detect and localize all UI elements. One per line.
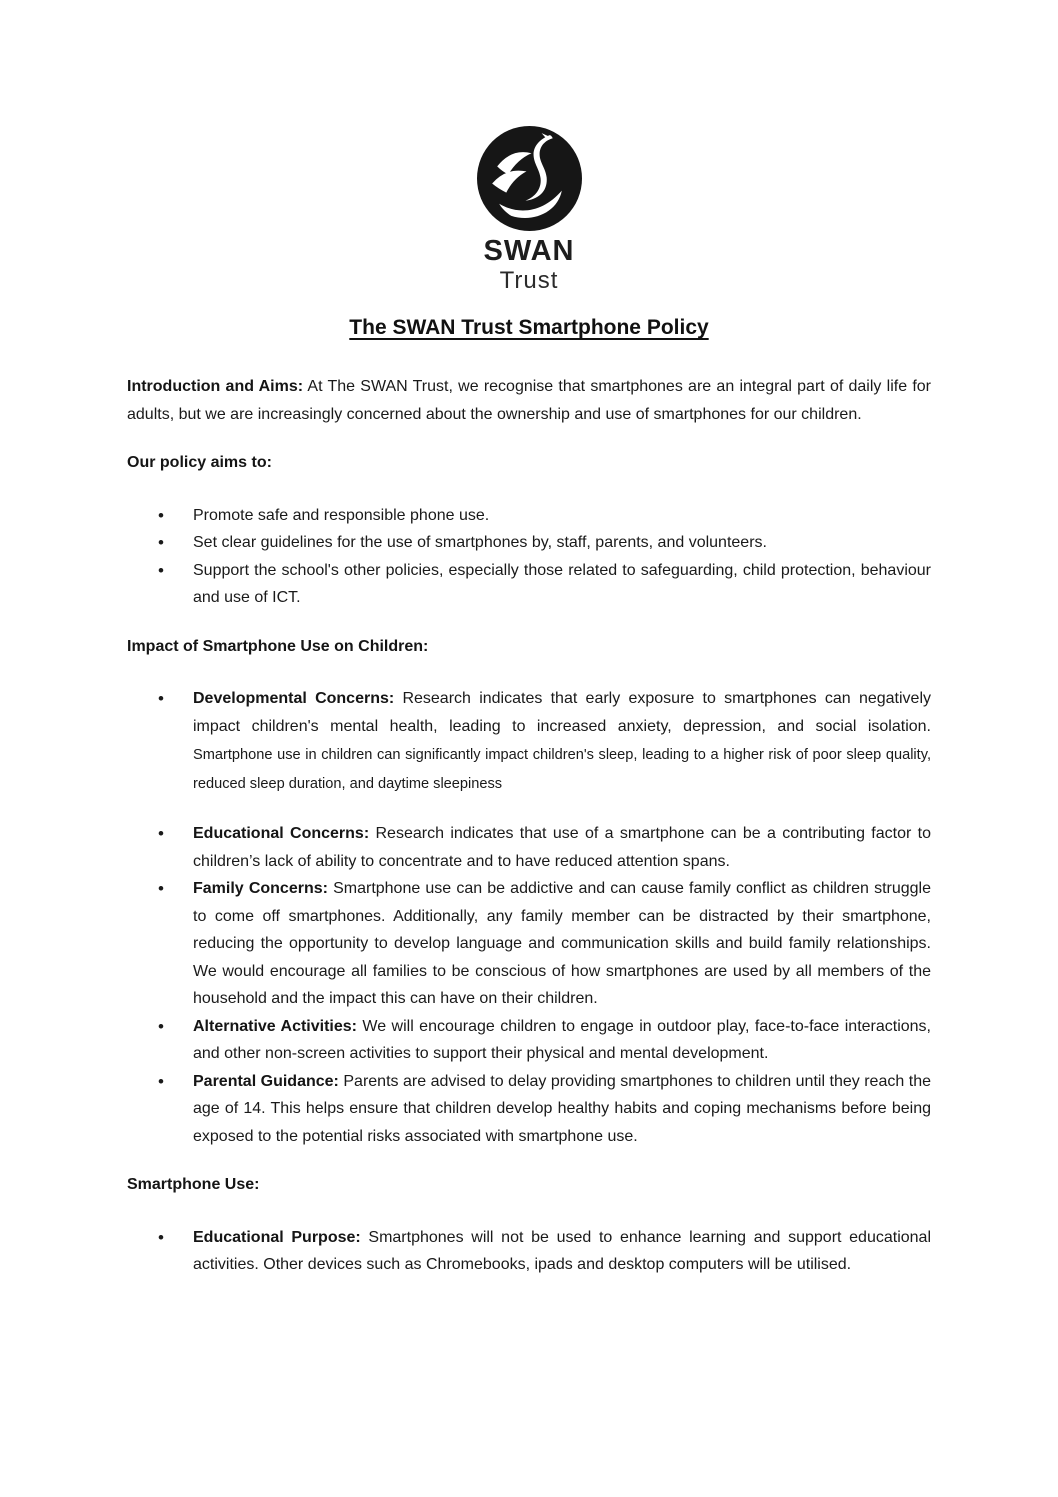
list-item <box>127 557 931 612</box>
bullet-text: Research indicates that early exposure to smartphones can negatively impact children's mental health, leading to increased anxiety, depression, and social isolation. <box>193 690 932 735</box>
list-item <box>127 529 931 557</box>
intro-text: At The SWAN Trust, we recognise that smartphones are an integral part of daily life for adults, but we are increasingly concerned about the ownership and use of smartphones for our children. <box>127 378 931 423</box>
bullet-text: We will encourage children to engage in outdoor play, face-to-face interactions, and other non-screen activities to support their physical and mental development. <box>193 1017 932 1062</box>
list-item <box>127 685 931 798</box>
impact-list <box>127 685 931 1150</box>
bullet-text: Support the school's other policies, especially those related to safeguarding, child protection, behaviour and use of ICT. <box>193 561 931 606</box>
swan-trust-logo <box>127 0 931 293</box>
impact-heading: Impact of Smartphone Use on Children: <box>127 637 429 655</box>
policy-aims-heading: Our policy aims to: <box>127 454 272 471</box>
bullet-text: Parents are advised to delay providing smartphones to children until they reach the age of 14. This helps ensure that children develop healthy habits and coping mechanisms before being exposed to the potential risks associated with smartphone use. <box>193 1072 931 1145</box>
list-item <box>127 875 931 1013</box>
intro-paragraph <box>127 373 931 428</box>
swan-logo-icon <box>477 126 582 231</box>
logo-wordmark: SWAN <box>483 235 575 267</box>
smartphone-use-heading: Smartphone Use: <box>127 1176 260 1193</box>
bullet-lead: Educational Concerns: <box>193 825 370 842</box>
list-item <box>127 1068 931 1151</box>
logo-subtitle: Trust <box>499 267 559 294</box>
smartphone-use-list <box>127 1224 931 1279</box>
bullet-text: Smartphones will not be used to enhance learning and support educational activities. Other devices such as Chromebooks, ipads and desktop computers will be utilised. <box>193 1228 931 1273</box>
intro-lead: Introduction and Aims: <box>127 378 304 395</box>
list-item <box>127 820 931 875</box>
bullet-lead: Educational Purpose: <box>193 1228 361 1246</box>
bullet-text: Promote safe and responsible phone use. <box>193 506 490 524</box>
list-item <box>127 502 931 530</box>
bullet-text: Smartphone use can be addictive and can cause family conflict as children struggle to come off smartphones. Additionally, any family member can be distracted by their smartphone, reducing the opportunity to develop language and communication skills and build family relationships. We would encourage all families to be conscious of how smartphones are used by all members of the household and the impact this can have on their children. <box>193 880 931 1007</box>
document-title: The SWAN Trust Smartphone Policy <box>349 316 709 339</box>
policy-aims-list <box>127 502 931 612</box>
list-item <box>127 1013 931 1068</box>
bullet-text: Set clear guidelines for the use of smartphones by, staff, parents, and volunteers. <box>193 534 767 551</box>
bullet-lead: Alternative Activities: <box>193 1017 357 1035</box>
bullet-lead: Developmental Concerns: <box>193 690 395 707</box>
bullet-text: Research indicates that use of a smartphone can be a contributing factor to children’s lack of ability to concentrate and to have reduced attention spans. <box>193 825 932 870</box>
bullet-text-small: Smartphone use in children can significantly impact children's sleep, leading to a higher risk of poor sleep quality, reduced sleep duration, and daytime sleepiness <box>193 747 931 792</box>
list-item <box>127 1224 931 1279</box>
bullet-lead: Parental Guidance: <box>193 1072 339 1090</box>
bullet-lead: Family Concerns: <box>193 880 328 897</box>
